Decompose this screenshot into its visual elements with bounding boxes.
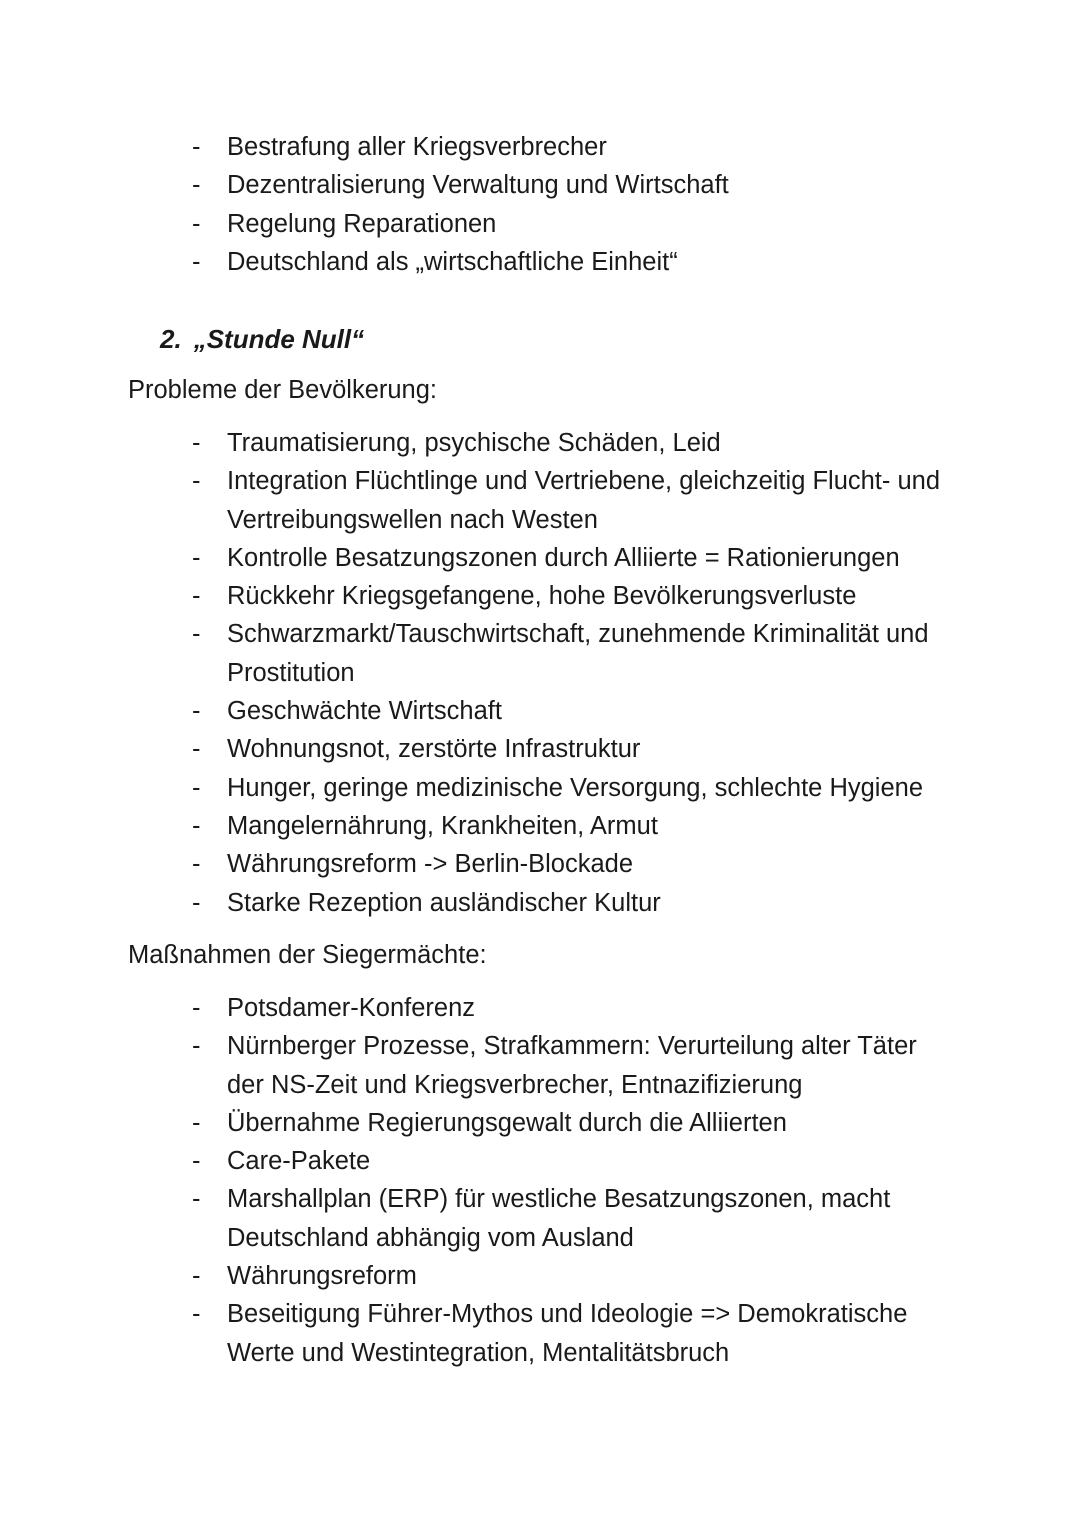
list-item xyxy=(0,577,1080,615)
list-item-text: Währungsreform -> Berlin-Blockade xyxy=(227,850,634,879)
list-item-text: Übernahme Regierungsgewalt durch die Alliierten xyxy=(227,1108,787,1137)
dash-bullet: - xyxy=(192,1185,201,1214)
list-item xyxy=(0,539,1080,577)
list-item xyxy=(0,989,1080,1027)
dash-bullet: - xyxy=(192,1032,201,1061)
list-item xyxy=(0,1027,1080,1104)
dash-bullet: - xyxy=(192,697,201,726)
dash-bullet: - xyxy=(192,888,201,917)
dash-bullet: - xyxy=(192,543,201,572)
dash-bullet: - xyxy=(192,1262,201,1291)
list-item-text: Starke Rezeption ausländischer Kultur xyxy=(227,888,661,917)
dash-bullet: - xyxy=(192,1300,201,1329)
list-item-text: Care-Pakete xyxy=(227,1147,371,1176)
dash-bullet: - xyxy=(192,467,201,496)
list-item-text: Integration Flüchtlinge und Vertriebene, gleichzeitig Flucht- und Vertreibungswellen nach Westen xyxy=(227,467,941,534)
list-item xyxy=(0,730,1080,768)
dash-bullet: - xyxy=(192,994,201,1022)
list-item xyxy=(0,807,1080,845)
section-title: „Stunde Null“ xyxy=(193,324,365,354)
dash-bullet: - xyxy=(192,1108,201,1137)
list-item-text: Bestrafung aller Kriegsverbrecher xyxy=(227,133,607,161)
dash-bullet: - xyxy=(192,247,201,276)
list-item xyxy=(0,884,1080,922)
dash-bullet: - xyxy=(192,171,201,200)
dash-bullet: - xyxy=(192,773,201,802)
problems-label: Probleme der Bevölkerung: xyxy=(128,376,438,404)
list-item-text: Mangelernährung, Krankheiten, Armut xyxy=(227,811,658,840)
list-item xyxy=(0,128,1080,166)
list-item-text: Rückkehr Kriegsgefangene, hohe Bevölkerungsverluste xyxy=(227,582,857,611)
list-item-text: Traumatisierung, psychische Schäden, Leid xyxy=(227,429,721,457)
list-item-text: Geschwächte Wirtschaft xyxy=(227,697,502,726)
list-item-text: Hunger, geringe medizinische Versorgung, schlechte Hygiene xyxy=(227,773,923,802)
measures-label: Maßnahmen der Siegermächte: xyxy=(128,941,487,969)
list-item xyxy=(0,845,1080,883)
list-item xyxy=(0,692,1080,730)
list-item xyxy=(0,1180,1080,1257)
list-item-text: Regelung Reparationen xyxy=(227,209,497,238)
dash-bullet: - xyxy=(192,620,201,649)
list-item xyxy=(0,1257,1080,1295)
list-item xyxy=(0,769,1080,807)
list-item xyxy=(0,1295,1080,1372)
measures-list xyxy=(0,989,1080,1372)
list-item xyxy=(0,243,1080,281)
list-item-text: Währungsreform xyxy=(227,1262,417,1291)
dash-bullet: - xyxy=(192,133,201,161)
list-item-text: Kontrolle Besatzungszonen durch Alliierte = Rationierungen xyxy=(227,543,900,572)
dash-bullet: - xyxy=(192,209,201,238)
list-item xyxy=(0,1142,1080,1180)
list-item-text: Beseitigung Führer-Mythos und Ideologie => Demokratische Werte und Westintegration, Mentalitätsbruch xyxy=(227,1300,908,1367)
dash-bullet: - xyxy=(192,429,201,457)
list-item xyxy=(0,424,1080,462)
intro-list xyxy=(0,128,1080,281)
dash-bullet: - xyxy=(192,811,201,840)
list-item xyxy=(0,1104,1080,1142)
list-item xyxy=(0,462,1080,539)
list-item-text: Dezentralisierung Verwaltung und Wirtschaft xyxy=(227,171,729,200)
dash-bullet: - xyxy=(192,735,201,764)
list-item-text: Schwarzmarkt/Tauschwirtschaft, zunehmende Kriminalität und Prostitution xyxy=(227,620,929,687)
dash-bullet: - xyxy=(192,850,201,879)
section-number: 2. xyxy=(160,324,182,354)
section-heading xyxy=(160,320,364,358)
dash-bullet: - xyxy=(192,1147,201,1176)
list-item-text: Potsdamer-Konferenz xyxy=(227,994,476,1022)
list-item-text: Wohnungsnot, zerstörte Infrastruktur xyxy=(227,735,641,764)
list-item xyxy=(0,205,1080,243)
problems-list xyxy=(0,424,1080,922)
list-item xyxy=(0,166,1080,204)
list-item xyxy=(0,615,1080,692)
dash-bullet: - xyxy=(192,582,201,611)
list-item-text: Nürnberger Prozesse, Strafkammern: Verurteilung alter Täter der NS-Zeit und Kriegsverbrecher, Entnazifizierung xyxy=(227,1032,917,1099)
list-item-text: Marshallplan (ERP) für westliche Besatzungszonen, macht Deutschland abhängig vom Ausland xyxy=(227,1185,891,1252)
list-item-text: Deutschland als „wirtschaftliche Einheit“ xyxy=(227,247,678,276)
